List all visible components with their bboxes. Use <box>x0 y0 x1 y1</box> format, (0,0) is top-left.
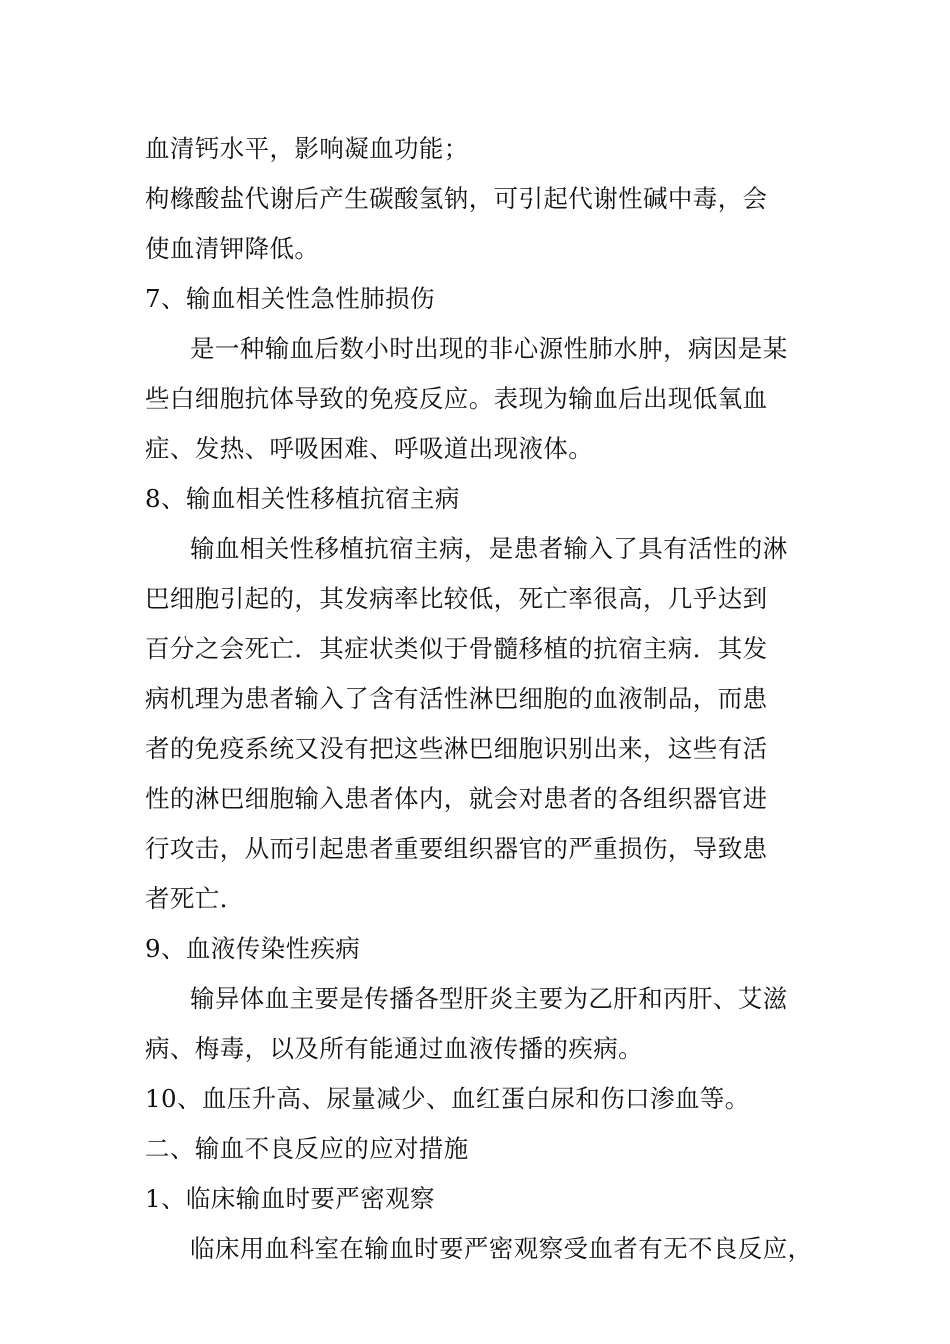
text-line: 使血清钾降低。 <box>145 234 320 263</box>
text-line: 输异体血主要是传播各型肝炎主要为乙肝和丙肝、艾滋 <box>190 984 788 1013</box>
text-line: 病、梅毒，以及所有能通过血液传播的疾病。 <box>145 1034 643 1063</box>
section-heading: 8、输血相关性移植抗宿主病 <box>145 484 460 513</box>
text-line: 输血相关性移植抗宿主病，是患者输入了具有活性的淋 <box>190 534 788 563</box>
text-line: 百分之会死亡．其症状类似于骨髓移植的抗宿主病．其发 <box>145 634 768 663</box>
text-line: 性的淋巴细胞输入患者体内，就会对患者的各组织器官进 <box>145 784 768 813</box>
text-line: 临床用血科室在输血时要严密观察受血者有无不良反应， <box>190 1234 813 1263</box>
section-heading: 10、血压升高、尿量减少、血红蛋白尿和伤口渗血等。 <box>145 1084 750 1113</box>
text-line: 枸橼酸盐代谢后产生碳酸氢钠，可引起代谢性碱中毒，会 <box>145 184 768 213</box>
text-line: 是一种输血后数小时出现的非心源性肺水肿，病因是某 <box>190 334 788 363</box>
text-line: 行攻击，从而引起患者重要组织器官的严重损伤，导致患 <box>145 834 768 863</box>
text-line: 者死亡． <box>145 884 245 913</box>
text-line: 巴细胞引起的，其发病率比较低，死亡率很高，几乎达到 <box>145 584 768 613</box>
text-line: 些白细胞抗体导致的免疫反应。表现为输血后出现低氧血 <box>145 384 768 413</box>
chapter-heading: 二、输血不良反应的应对措施 <box>145 1134 469 1163</box>
section-heading: 7、输血相关性急性肺损伤 <box>145 284 435 313</box>
text-line: 病机理为患者输入了含有活性淋巴细胞的血液制品，而患 <box>145 684 768 713</box>
text-line: 者的免疫系统又没有把这些淋巴细胞识别出来，这些有活 <box>145 734 768 763</box>
section-heading: 1、临床输血时要严密观察 <box>145 1184 435 1213</box>
text-line: 症、发热、呼吸困难、呼吸道出现液体。 <box>145 434 594 463</box>
section-heading: 9、血液传染性疾病 <box>145 934 361 963</box>
text-line: 血清钙水平，影响凝血功能； <box>145 134 469 163</box>
